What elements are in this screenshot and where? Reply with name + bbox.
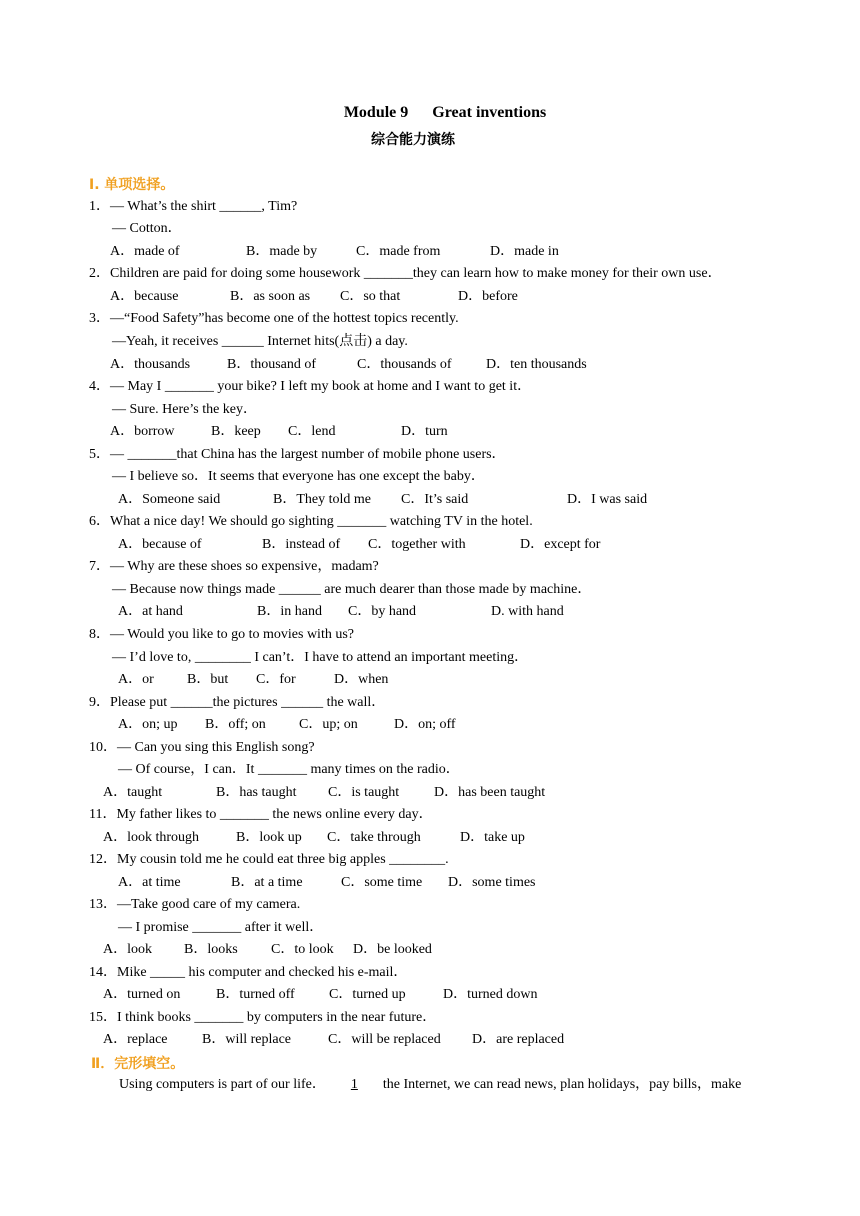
answer-options bbox=[118, 536, 718, 554]
section-heading-single-choice: I. 单项选择。 bbox=[89, 177, 175, 193]
answer-option: D．except for bbox=[520, 537, 601, 552]
answer-option: C．thousands of bbox=[357, 357, 452, 372]
answer-option: D．made in bbox=[490, 244, 559, 259]
answer-option: D．are replaced bbox=[472, 1032, 565, 1047]
answer-option: D．turned down bbox=[443, 987, 538, 1002]
question-text: 4．— May I _______ your bike? I left my book at home and I want to get it． bbox=[89, 379, 532, 394]
question-text: 8．— Would you like to go to movies with us? bbox=[89, 627, 354, 642]
answer-option: A．look bbox=[103, 942, 152, 957]
answer-option: C．to look bbox=[271, 942, 334, 957]
answer-option: C．together with bbox=[368, 537, 466, 552]
answer-option: A．because of bbox=[118, 537, 202, 552]
answer-options bbox=[103, 941, 703, 959]
answer-option: D．be looked bbox=[353, 942, 432, 957]
answer-option: A．look through bbox=[103, 830, 200, 845]
cloze-passage-line bbox=[119, 1076, 741, 1094]
answer-option: B．looks bbox=[184, 942, 238, 957]
answer-options bbox=[103, 1031, 703, 1049]
question-text: 7．— Why are these shoes so expensive，madam? bbox=[89, 559, 379, 574]
answer-options bbox=[103, 986, 703, 1004]
cloze-text-before: Using computers is part of our life． bbox=[119, 1077, 326, 1092]
section-heading-cloze: Ⅱ．完形填空。 bbox=[91, 1056, 185, 1072]
page-title: Module 9 Great inventions bbox=[343, 104, 547, 121]
answer-options bbox=[110, 288, 710, 306]
question-text: 14．Mike _____ his computer and checked his e-mail． bbox=[89, 965, 408, 980]
question-text: — Sure. Here’s the key． bbox=[112, 402, 258, 417]
question-text: — I’d love to, ________ I can’t．I have to attend an important meeting． bbox=[112, 650, 529, 665]
answer-options bbox=[110, 423, 710, 441]
question-text: — Cotton． bbox=[112, 221, 182, 236]
question-text: 9．Please put ______the pictures ______ the wall． bbox=[89, 695, 386, 710]
answer-options bbox=[118, 491, 718, 509]
answer-option: A．at time bbox=[118, 875, 181, 890]
question-text: 3．—“Food Safety”has become one of the hottest topics recently. bbox=[89, 311, 459, 326]
question-text: — Of course，I can．It _______ many times on the radio． bbox=[118, 762, 460, 777]
answer-option: B．as soon as bbox=[230, 289, 311, 304]
question-text: — Because now things made ______ are much dearer than those made by machine． bbox=[112, 582, 592, 597]
question-text: — I believe so．It seems that everyone has one except the baby． bbox=[112, 469, 485, 484]
cloze-blank-number: 1 bbox=[350, 1077, 358, 1092]
page-subtitle: 综合能力演练 bbox=[371, 132, 455, 148]
answer-option: A．Someone said bbox=[118, 492, 221, 507]
question-text: — I promise _______ after it well． bbox=[118, 920, 324, 935]
answer-option: A．because bbox=[110, 289, 179, 304]
answer-option: A．or bbox=[118, 672, 154, 687]
answer-option: D．has been taught bbox=[434, 785, 546, 800]
answer-option: C．up; on bbox=[299, 717, 358, 732]
answer-option: B．made by bbox=[246, 244, 318, 259]
answer-option: C．lend bbox=[288, 424, 336, 439]
cloze-text-after: the Internet, we can read news, plan holidays，pay bills，make bbox=[382, 1077, 742, 1092]
answer-option: C．made from bbox=[356, 244, 441, 259]
answer-options bbox=[118, 874, 718, 892]
answer-option: B．keep bbox=[211, 424, 261, 439]
answer-option: D. with hand bbox=[491, 604, 564, 619]
answer-option: A．on; up bbox=[118, 717, 178, 732]
question-text: 12．My cousin told me he could eat three big apples ________. bbox=[89, 852, 449, 867]
answer-option: B．off; on bbox=[205, 717, 266, 732]
answer-option: D．some times bbox=[448, 875, 536, 890]
answer-option: B．in hand bbox=[257, 604, 322, 619]
answer-option: B．turned off bbox=[216, 987, 295, 1002]
answer-option: C．for bbox=[256, 672, 296, 687]
question-text: 5．— _______that China has the largest number of mobile phone users． bbox=[89, 447, 506, 462]
question-text: 2．Children are paid for doing some housework _______they can learn how to make money for their own use． bbox=[89, 266, 722, 281]
answer-option: A．borrow bbox=[110, 424, 175, 439]
answer-option: B．They told me bbox=[273, 492, 371, 507]
answer-option: D．on; off bbox=[394, 717, 456, 732]
answer-option: D．I was said bbox=[567, 492, 648, 507]
answer-option: D．ten thousands bbox=[486, 357, 587, 372]
answer-option: C．take through bbox=[327, 830, 421, 845]
answer-option: B．has taught bbox=[216, 785, 297, 800]
answer-option: D．turn bbox=[401, 424, 448, 439]
answer-options bbox=[118, 603, 718, 621]
question-text: 10．— Can you sing this English song? bbox=[89, 740, 315, 755]
question-text: 1．— What’s the shirt ______, Tim? bbox=[89, 199, 298, 214]
answer-option: C．some time bbox=[341, 875, 423, 890]
answer-options bbox=[103, 784, 703, 802]
answer-option: B．will replace bbox=[202, 1032, 292, 1047]
answer-option: B．at a time bbox=[231, 875, 303, 890]
question-text: 6．What a nice day! We should go sighting _______ watching TV in the hotel. bbox=[89, 514, 533, 529]
answer-options bbox=[110, 356, 710, 374]
answer-option: C．so that bbox=[340, 289, 401, 304]
answer-option: D．when bbox=[334, 672, 389, 687]
answer-option: A．thousands bbox=[110, 357, 191, 372]
answer-option: A．replace bbox=[103, 1032, 168, 1047]
answer-option: C．turned up bbox=[329, 987, 406, 1002]
answer-option: B．instead of bbox=[262, 537, 341, 552]
answer-option: B．look up bbox=[236, 830, 302, 845]
answer-option: B．thousand of bbox=[227, 357, 317, 372]
answer-options bbox=[110, 243, 710, 261]
question-text: 11．My father likes to _______ the news online every day． bbox=[89, 807, 433, 822]
answer-options bbox=[118, 716, 718, 734]
answer-option: D．before bbox=[458, 289, 518, 304]
answer-option: D．take up bbox=[460, 830, 525, 845]
answer-option: C．will be replaced bbox=[328, 1032, 441, 1047]
question-text: 15．I think books _______ by computers in the near future． bbox=[89, 1010, 437, 1025]
answer-option: B．but bbox=[187, 672, 229, 687]
answer-options bbox=[118, 671, 718, 689]
answer-options bbox=[103, 829, 703, 847]
answer-option: C．It’s said bbox=[401, 492, 469, 507]
answer-option: A．at hand bbox=[118, 604, 183, 619]
answer-option: A．taught bbox=[103, 785, 163, 800]
question-text: 13．—Take good care of my camera. bbox=[89, 897, 301, 912]
question-text: —Yeah, it receives ______ Internet hits(点击) a day. bbox=[112, 334, 408, 349]
answer-option: A．made of bbox=[110, 244, 180, 259]
answer-option: A．turned on bbox=[103, 987, 181, 1002]
answer-option: C．is taught bbox=[328, 785, 400, 800]
answer-option: C．by hand bbox=[348, 604, 417, 619]
